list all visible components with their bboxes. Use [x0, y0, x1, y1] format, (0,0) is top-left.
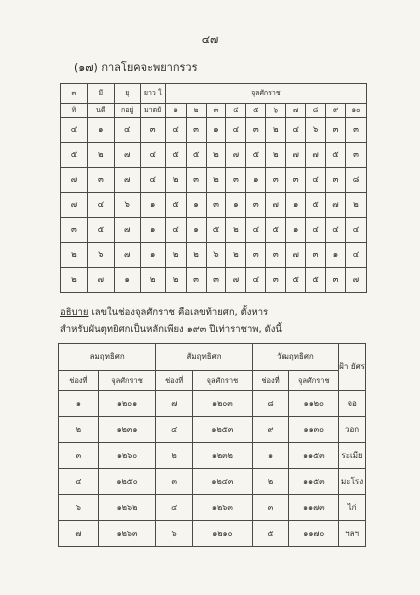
table-cell: ๓ — [186, 168, 206, 193]
table-cell: ๖ — [87, 243, 114, 268]
table-cell: ฯลฯ — [339, 521, 366, 547]
table-cell: ๕ — [306, 193, 326, 218]
table1-year-column: ๘ — [306, 104, 326, 118]
period-table — [60, 83, 367, 293]
table-cell: ๓ — [140, 118, 165, 143]
table-cell: ๔ — [306, 168, 326, 193]
table-cell: ๓ — [266, 243, 286, 268]
table-cell: ๔ — [226, 118, 246, 143]
table-cell: ๒ — [266, 143, 286, 168]
table-cell: ๓ — [326, 168, 346, 193]
table1-sub-header: นดี — [87, 104, 114, 118]
page-number: ๔๗ — [201, 33, 219, 46]
table-cell: ๕ — [286, 268, 306, 293]
table-cell: ๒ — [165, 243, 186, 268]
table1-year-column: ๙ — [326, 104, 346, 118]
table1-year-column: ๔ — [226, 104, 246, 118]
table1-row — [61, 268, 367, 293]
table-cell: ๒ — [156, 443, 193, 469]
table-cell: ๗ — [156, 391, 193, 417]
table-cell: ๗ — [59, 521, 99, 547]
table1-sub-header: มาตยั — [140, 104, 165, 118]
table1-sub-header: กอยู่ — [114, 104, 140, 118]
table1-col-header: มี — [87, 84, 114, 104]
table2-sub-header: จุลศักราช — [289, 371, 339, 391]
table-cell: ๑ — [252, 443, 289, 469]
table-cell: ๕ — [165, 193, 186, 218]
table-cell: ๓ — [59, 443, 99, 469]
table-cell: ๗ — [61, 168, 88, 193]
table-cell: ๑๑๒๐ — [289, 391, 339, 417]
table-cell: ๗ — [286, 243, 306, 268]
table-cell: ๓ — [206, 193, 226, 218]
table-cell: ๓ — [286, 168, 306, 193]
table1-row — [61, 168, 367, 193]
table-cell: ๑ — [114, 268, 140, 293]
table-cell: ๒ — [59, 417, 99, 443]
table-cell: ๗ — [226, 268, 246, 293]
table-cell: ๒ — [165, 168, 186, 193]
table-cell: ๑ — [140, 243, 165, 268]
table-cell: ๔ — [114, 118, 140, 143]
table-cell: ๒ — [61, 268, 88, 293]
table-cell: ๒ — [140, 268, 165, 293]
table-cell: ๔ — [59, 469, 99, 495]
table-cell: ๑๑๓๐ — [289, 417, 339, 443]
table-cell: ๑๒๑๐ — [193, 521, 253, 547]
table2-row — [59, 521, 366, 547]
table-cell: ๓ — [186, 118, 206, 143]
table2-row — [59, 495, 366, 521]
table-cell: ๓ — [326, 118, 346, 143]
table-cell: ๓ — [326, 268, 346, 293]
table-cell: ๗ — [114, 168, 140, 193]
table1-year-group-header: จุลศักราช — [165, 84, 366, 104]
table-cell: ๓ — [252, 495, 289, 521]
table-cell: ๑ — [326, 243, 346, 268]
table-cell: ๔ — [156, 417, 193, 443]
table-cell: ๕ — [326, 143, 346, 168]
table2-group-header: สัมฤทธิศก — [156, 344, 252, 371]
table-cell: ๑ — [59, 391, 99, 417]
table-cell: ๑ — [206, 118, 226, 143]
table-cell: ๕ — [87, 218, 114, 243]
table-cell: ระเมีย — [339, 443, 366, 469]
table-cell: ๔ — [345, 243, 366, 268]
table-cell: ๑๒๖๒ — [98, 495, 156, 521]
table-cell: ๔ — [61, 118, 88, 143]
table-cell: ๘ — [345, 168, 366, 193]
table-cell: ๓ — [87, 168, 114, 193]
table1-row — [61, 193, 367, 218]
table2-group-header: วัฒฤทธิศก — [252, 344, 338, 371]
table-cell: ๓ — [186, 268, 206, 293]
table-cell: ๕ — [206, 218, 226, 243]
table-cell: ๓ — [345, 143, 366, 168]
table-cell: ๒ — [266, 118, 286, 143]
explanation-line-1 — [60, 305, 378, 320]
table-cell: ๑ — [140, 218, 165, 243]
table-cell: ๗ — [226, 143, 246, 168]
table-cell: ๓ — [156, 469, 193, 495]
table2-row — [59, 417, 366, 443]
table-cell: ๑๒๓๒ — [193, 443, 253, 469]
table-cell: ๑ — [140, 193, 165, 218]
table2-side-header: ฝ้า ยัศร — [339, 344, 366, 391]
table-cell: ๓ — [246, 118, 266, 143]
table-cell: ๓ — [206, 268, 226, 293]
table-cell: ๑๒๖๓ — [98, 521, 156, 547]
table-cell: ๓ — [306, 243, 326, 268]
explanation-label: อธิบาย — [60, 307, 89, 318]
table-cell: ๖ — [59, 495, 99, 521]
table-cell: ๔ — [140, 143, 165, 168]
table-cell: ๔ — [286, 118, 306, 143]
table1-row — [61, 118, 367, 143]
table-cell: ๑๑๕๓ — [289, 443, 339, 469]
table-cell: ๑ — [286, 218, 306, 243]
table-cell: ๑๒๔๓ — [193, 469, 253, 495]
table1-col-header: ยาว ใ — [140, 84, 165, 104]
table2-body — [59, 391, 366, 547]
table1-sub-header: ทิ — [61, 104, 88, 118]
table-cell: ๑๒๓๑ — [98, 417, 156, 443]
table-cell: ๓ — [61, 218, 88, 243]
table-cell: ๒ — [226, 218, 246, 243]
table-cell: ๗ — [114, 143, 140, 168]
table-cell: ๑ — [226, 193, 246, 218]
table1-year-column: ๒ — [186, 104, 206, 118]
table-cell: ๔ — [165, 118, 186, 143]
table1-year-column: ๑๐ — [345, 104, 366, 118]
table-cell: ๑ — [87, 118, 114, 143]
table1-col-header: ๓ — [61, 84, 88, 104]
table-cell: ๕ — [186, 143, 206, 168]
table-cell: มะโรง — [339, 469, 366, 495]
table-cell: ๖ — [114, 193, 140, 218]
table-cell: ๑ — [286, 193, 306, 218]
table2-group-header-row — [59, 344, 366, 371]
table-cell: ๔ — [140, 168, 165, 193]
table-cell: ๑๒๖๓ — [193, 495, 253, 521]
table2-row — [59, 391, 366, 417]
table2-sub-header: ช่องที่ — [156, 371, 193, 391]
table-cell: ๖ — [306, 118, 326, 143]
explanation-line-2: สำหรับผันตุทยิศกเป็นหลักเพียง ๑๙๓ ปีเท่าราชาพ, ดังนี้ — [60, 324, 282, 335]
table-cell: ๒ — [226, 243, 246, 268]
table1-year-column: ๕ — [246, 104, 266, 118]
table2-row — [59, 443, 366, 469]
table-cell: ๒ — [61, 243, 88, 268]
table1-row — [61, 243, 367, 268]
table1-year-column: ๗ — [286, 104, 306, 118]
table-cell: ๖ — [156, 521, 193, 547]
table2-sub-header: ช่องที่ — [59, 371, 99, 391]
table-cell: ๒ — [206, 168, 226, 193]
table1-year-column: ๓ — [206, 104, 226, 118]
section-heading: (๑๗) กาลโยคจะพยากรวร — [74, 61, 198, 74]
table-cell: ๑ — [246, 168, 266, 193]
table-cell: ๑ — [186, 193, 206, 218]
table1-row — [61, 143, 367, 168]
table-cell: ๗ — [87, 268, 114, 293]
table-cell: ๒ — [87, 143, 114, 168]
table-cell: ๓ — [345, 118, 366, 143]
table-cell: ๗ — [114, 243, 140, 268]
table-cell: ๙ — [252, 417, 289, 443]
table-cell: ๑๒๕๓ — [193, 417, 253, 443]
table1-col-header: ยุ — [114, 84, 140, 104]
table-cell: ๑๑๗๓ — [289, 495, 339, 521]
table-cell: ๔ — [87, 193, 114, 218]
table2-group-header: ลมฤทธิศก — [59, 344, 156, 371]
table-cell: ๒ — [252, 469, 289, 495]
table2-sub-header: ช่องที่ — [252, 371, 289, 391]
table-cell: ๑๑๗๐ — [289, 521, 339, 547]
explanation-text-1: เลขในช่องจุลศักราช คือเลขท้ายศก, ตั้งหาร — [88, 307, 269, 318]
table-cell: ๕ — [306, 268, 326, 293]
table2-row — [59, 469, 366, 495]
table-cell: ๗ — [326, 193, 346, 218]
table-cell: ๑ — [186, 218, 206, 243]
table-cell: ๔ — [326, 218, 346, 243]
table-cell: ๓ — [266, 168, 286, 193]
table-cell: ๕ — [165, 143, 186, 168]
table2-sub-header-row — [59, 371, 366, 391]
table-cell: ๓ — [226, 168, 246, 193]
table-cell: ๗ — [266, 193, 286, 218]
table-cell: ๒ — [206, 143, 226, 168]
table-cell: ๑๑๕๓ — [289, 469, 339, 495]
table-cell: ๔ — [246, 218, 266, 243]
table-cell: วอก — [339, 417, 366, 443]
table1-sub-header-row — [61, 104, 367, 118]
table1-body — [61, 118, 367, 293]
table-cell: ๔ — [246, 268, 266, 293]
table-cell: ๗ — [114, 218, 140, 243]
table1-row — [61, 218, 367, 243]
cycle-table — [58, 343, 366, 547]
table-cell: ๗ — [61, 193, 88, 218]
table-cell: ๔ — [306, 218, 326, 243]
table2-sub-header: จุลศักราช — [193, 371, 253, 391]
table-cell: ๗ — [345, 268, 366, 293]
table-cell: ๑๒๕๐ — [98, 469, 156, 495]
table-cell: ๓ — [246, 243, 266, 268]
table-cell: ๘ — [252, 391, 289, 417]
table-cell: ๒ — [165, 268, 186, 293]
table-cell: ๗ — [286, 143, 306, 168]
table-cell: ๗ — [306, 143, 326, 168]
table-cell: ๒ — [186, 243, 206, 268]
table1-year-column: ๑ — [165, 104, 186, 118]
table-cell: ๒ — [345, 193, 366, 218]
table-cell: ๖ — [206, 243, 226, 268]
table2-sub-header: จุลศักราช — [98, 371, 156, 391]
table-cell: ๑๒๖๐ — [98, 443, 156, 469]
table-cell: ๓ — [266, 268, 286, 293]
table-cell: ๔ — [156, 495, 193, 521]
table-cell: ๑๒๐๑ — [98, 391, 156, 417]
table-cell: จอ — [339, 391, 366, 417]
table-cell: ๔ — [165, 218, 186, 243]
table-cell: ๕ — [252, 521, 289, 547]
table-cell: ๓ — [246, 193, 266, 218]
table-cell: ๕ — [246, 143, 266, 168]
table-cell: ๑๒๐๓ — [193, 391, 253, 417]
table-cell: ๕ — [266, 218, 286, 243]
table-cell: ๕ — [61, 143, 88, 168]
table-cell: ๔ — [345, 218, 366, 243]
table-cell: ไก่ — [339, 495, 366, 521]
table1-year-column: ๖ — [266, 104, 286, 118]
